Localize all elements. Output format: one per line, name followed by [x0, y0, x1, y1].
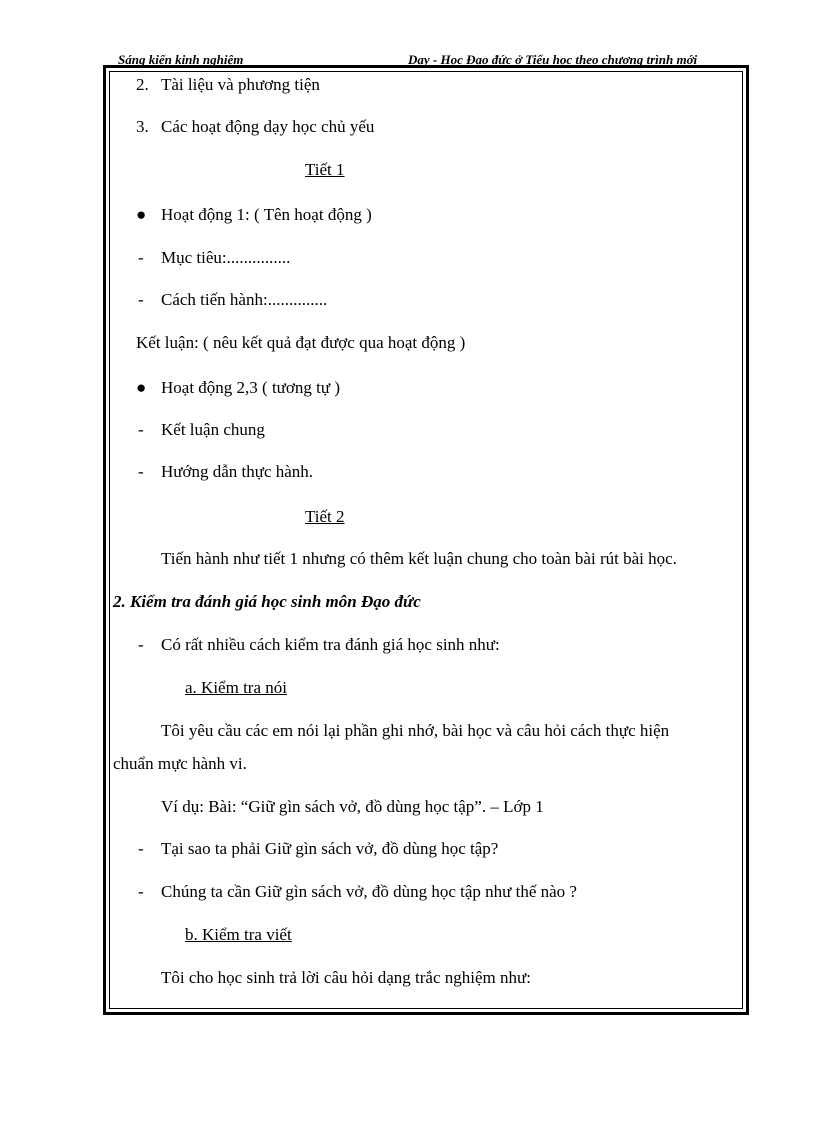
dash-marker: - [138, 839, 144, 858]
line-toi-yeu-cau: Tôi yêu cầu các em nói lại phần ghi nhớ, bài học và câu hỏi cách thực hiện [161, 721, 670, 740]
dash-marker: - [138, 882, 144, 901]
line-muc-tieu: Mục tiêu:............... [161, 248, 291, 267]
line-huong-dan: Hướng dẫn thực hành. [161, 462, 314, 481]
header-right-title: Dạy - Học Đạo đức ở Tiểu học theo chương trình mới [408, 52, 698, 67]
line-cau-hoi-1: Tại sao ta phải Giữ gìn sách vở, đồ dùng học tập? [161, 839, 499, 858]
line-chuan-muc: chuẩn mực hành vi. [113, 754, 247, 773]
heading-tiet-2: Tiết 2 [305, 507, 345, 526]
list-number-3: 3. [136, 117, 149, 136]
bullet-icon: ● [136, 205, 147, 224]
dash-marker: - [138, 248, 144, 267]
heading-tiet-1: Tiết 1 [305, 160, 345, 179]
subheading-kiem-tra-noi: a. Kiểm tra nói [185, 678, 287, 697]
dash-marker: - [138, 635, 144, 654]
dash-marker: - [138, 420, 144, 439]
line-hoat-dong-1: Hoạt động 1: ( Tên hoạt động ) [161, 205, 372, 224]
line-cau-hoi-2: Chúng ta cần Giữ gìn sách vở, đồ dùng học tập như thế nào ? [161, 882, 577, 901]
bullet-icon: ● [136, 378, 147, 397]
dash-marker: - [138, 290, 144, 309]
section-heading-kiem-tra: 2. Kiểm tra đánh giá học sinh môn Đạo đức [113, 592, 421, 611]
line-ket-luan: Kết luận: ( nêu kết quả đạt được qua hoạt động ) [136, 333, 466, 352]
item-hoat-dong: Các hoạt động dạy học chủ yếu [161, 117, 375, 136]
list-number-2: 2. [136, 75, 149, 94]
line-cach-tien-hanh: Cách tiến hành:.............. [161, 290, 328, 309]
line-co-rat-nhieu: Có rất nhiều cách kiểm tra đánh giá học sinh như: [161, 635, 500, 654]
header-left-title: Sáng kiến kinh nghiệm [118, 52, 244, 67]
subheading-kiem-tra-viet: b. Kiểm tra viết [185, 925, 292, 944]
line-toi-cho: Tôi cho học sinh trả lời câu hỏi dạng trắc nghiệm như: [161, 968, 531, 987]
line-vi-du: Ví dụ: Bài: “Giữ gìn sách vở, đồ dùng học tập”. – Lớp 1 [161, 797, 544, 816]
line-hoat-dong-2-3: Hoạt động 2,3 ( tương tự ) [161, 378, 340, 397]
item-tai-lieu: Tài liệu và phương tiện [161, 75, 320, 94]
dash-marker: - [138, 462, 144, 481]
line-ket-luan-chung: Kết luận chung [161, 420, 265, 439]
line-tien-hanh: Tiến hành như tiết 1 nhưng có thêm kết luận chung cho toàn bài rút bài học. [161, 549, 677, 568]
